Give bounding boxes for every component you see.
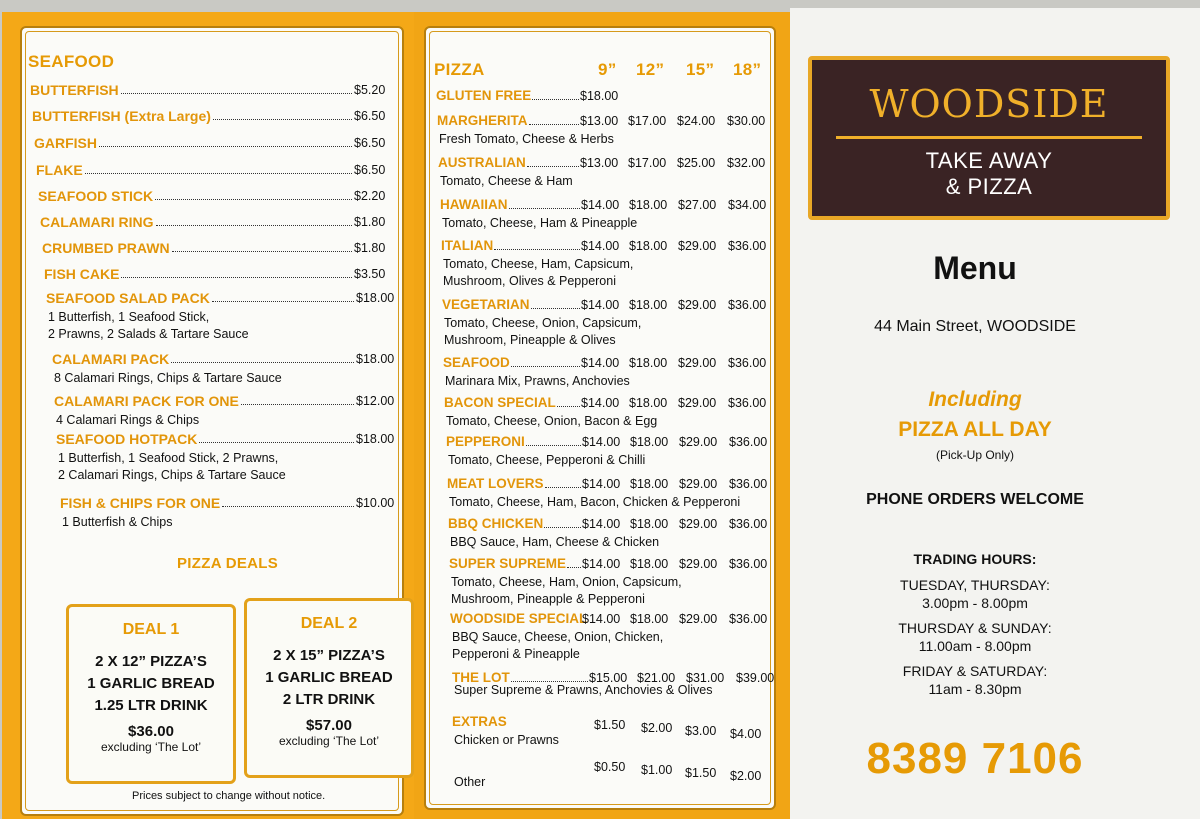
- seafood-item-name: GARFISH: [34, 135, 97, 151]
- seafood-item-desc: 1 Butterfish, 1 Seafood Stick,: [48, 310, 210, 324]
- pizza-item-price: $13.00: [580, 114, 619, 128]
- deal-box-1: [66, 604, 236, 784]
- pizza-item-price: $14.00: [582, 517, 621, 531]
- including-label: Including: [928, 388, 1022, 411]
- seafood-item-desc: 1 Butterfish & Chips: [62, 515, 173, 529]
- seafood-item-name: CALAMARI PACK FOR ONE: [54, 393, 239, 409]
- leader-dots: [544, 518, 581, 528]
- seafood-item-price: $6.50: [354, 109, 386, 123]
- seafood-item-price: $18.00: [356, 432, 395, 446]
- pizza-item-price: $18.00: [629, 396, 668, 410]
- phone-number: 8389 7106: [866, 734, 1084, 783]
- seafood-item-name: BUTTERFISH: [30, 82, 119, 98]
- pizza-item-price: $13.00: [580, 156, 619, 170]
- pizza-item-price: $14.00: [581, 298, 620, 312]
- pizza-item-desc: Tomato, Cheese, Onion, Capsicum,: [444, 316, 642, 330]
- pizza-item-name: HAWAIIAN: [440, 197, 508, 212]
- pizza-item-price: $39.00: [736, 671, 775, 685]
- seafood-item-name: SEAFOOD HOTPACK: [56, 431, 198, 447]
- pizza-item-name: VEGETARIAN: [442, 297, 530, 312]
- pizza-item-price: $36.00: [729, 557, 768, 571]
- seafood-item-name: SEAFOOD STICK: [38, 188, 154, 204]
- leader-dots: [213, 110, 352, 120]
- deal-line: 2 LTR DRINK: [282, 691, 376, 708]
- pizza-all-day: PIZZA ALL DAY: [898, 418, 1052, 441]
- seafood-item-desc: 8 Calamari Rings, Chips & Tartare Sauce: [54, 371, 282, 385]
- pizza-item-price: $32.00: [727, 156, 766, 170]
- pizza-item-desc: Marinara Mix, Prawns, Anchovies: [445, 374, 630, 388]
- price-disclaimer: Prices subject to change without notice.: [132, 790, 326, 802]
- pizza-item-price: $14.00: [582, 435, 621, 449]
- pizza-item-price: $17.00: [628, 156, 667, 170]
- seafood-item-price: $18.00: [356, 291, 395, 305]
- woodside-logo: [808, 56, 1170, 220]
- deal-line: 1 GARLIC BREAD: [87, 675, 215, 692]
- seafood-item-price: $6.50: [354, 163, 386, 177]
- pizza-item-price: $18.00: [630, 435, 669, 449]
- extras-row-label: Other: [454, 775, 486, 789]
- pizza-item-price: $21.00: [637, 671, 676, 685]
- pizza-item-price: $15.00: [589, 671, 628, 685]
- deal-title: DEAL 1: [122, 621, 180, 638]
- pizza-item-name: BBQ CHICKEN: [448, 516, 544, 531]
- leader-dots: [156, 216, 352, 226]
- pizza-item-price: $18.00: [630, 557, 669, 571]
- trading-hours-days: FRIDAY & SATURDAY:: [902, 663, 1048, 679]
- leader-dots: [509, 199, 580, 209]
- pizza-item-desc: Fresh Tomato, Cheese & Herbs: [439, 132, 614, 146]
- seafood-item-desc: 2 Prawns, 2 Salads & Tartare Sauce: [48, 327, 249, 341]
- seafood-item-desc: 2 Calamari Rings, Chips & Tartare Sauce: [58, 468, 286, 482]
- pizza-item-desc: Tomato, Cheese, Ham, Onion, Capsicum,: [451, 575, 682, 589]
- pizza-item-name: AUSTRALIAN: [438, 155, 526, 170]
- pizza-item-name: GLUTEN FREE: [436, 88, 532, 103]
- extras-price: $2.00: [641, 721, 673, 735]
- pizza-item-desc: Tomato, Cheese & Ham: [440, 174, 573, 188]
- seafood-item-price: $6.50: [354, 136, 386, 150]
- seafood-item-name: BUTTERFISH (Extra Large): [32, 108, 211, 124]
- pizza-item-desc: Tomato, Cheese, Onion, Bacon & Egg: [446, 414, 658, 428]
- seafood-heading: SEAFOOD: [28, 52, 115, 71]
- pizza-item-price: $34.00: [728, 198, 767, 212]
- pizza-item-price: $18.00: [580, 89, 619, 103]
- pizza-item-price: $18.00: [630, 477, 669, 491]
- pizza-item-name: PEPPERONI: [446, 434, 525, 449]
- pizza-heading: PIZZA: [434, 60, 485, 79]
- phone-orders-welcome: PHONE ORDERS WELCOME: [866, 491, 1084, 508]
- deal-price: $57.00: [306, 717, 352, 734]
- leader-dots: [545, 478, 581, 488]
- menu-title: Menu: [933, 250, 1017, 286]
- seafood-item-name: CRUMBED PRAWN: [42, 240, 170, 256]
- pizza-item-price: $27.00: [678, 198, 717, 212]
- pizza-item-desc: Mushroom, Pineapple & Olives: [444, 333, 616, 347]
- pizza-item-desc: Tomato, Cheese, Ham, Bacon, Chicken & Pepperoni: [449, 495, 741, 509]
- leader-dots: [85, 164, 352, 174]
- pizza-item-desc: Tomato, Cheese, Ham & Pineapple: [442, 216, 638, 230]
- pizza-item-price: $17.00: [628, 114, 667, 128]
- leader-dots: [121, 84, 352, 94]
- pizza-item-name: SEAFOOD: [443, 355, 510, 370]
- trading-hours-time: 3.00pm - 8.00pm: [922, 595, 1028, 611]
- seafood-item-name: CALAMARI RING: [40, 214, 154, 230]
- pickup-only: (Pick-Up Only): [935, 448, 1014, 462]
- trading-hours-time: 11.00am - 8.00pm: [918, 638, 1032, 654]
- leader-dots: [567, 558, 581, 568]
- pizza-item-name: ITALIAN: [441, 238, 494, 253]
- logo-subtitle-1: TAKE AWAY: [925, 148, 1053, 173]
- leader-dots: [511, 672, 588, 682]
- leader-dots: [199, 433, 354, 443]
- logo-underline: [836, 136, 1142, 139]
- seafood-item-price: $5.20: [354, 83, 386, 97]
- pizza-item-price: $29.00: [679, 557, 718, 571]
- pizza-item-price: $14.00: [581, 396, 620, 410]
- trading-hours-heading: TRADING HOURS:: [913, 551, 1037, 567]
- pizza-size-label: 18”: [733, 60, 762, 79]
- pizza-item-price: $18.00: [629, 198, 668, 212]
- seafood-item-price: $3.50: [354, 267, 386, 281]
- seafood-item-desc: 1 Butterfish, 1 Seafood Stick, 2 Prawns,: [58, 451, 279, 465]
- seafood-item-price: $12.00: [356, 394, 395, 408]
- pizza-item-price: $36.00: [729, 435, 768, 449]
- pizza-item-price: $18.00: [629, 239, 668, 253]
- pizza-item-desc: BBQ Sauce, Ham, Cheese & Chicken: [450, 535, 660, 549]
- leader-dots: [171, 353, 354, 363]
- seafood-item-name: CALAMARI PACK: [52, 351, 170, 367]
- extras-price: $1.00: [641, 763, 673, 777]
- extras-price: $0.50: [594, 760, 626, 774]
- leader-dots: [494, 240, 580, 250]
- deal-line: 2 X 15” PIZZA’S: [273, 647, 385, 664]
- pizza-item-price: $24.00: [677, 114, 716, 128]
- leader-dots: [526, 436, 581, 446]
- leader-dots: [172, 242, 352, 252]
- leader-dots: [155, 190, 352, 200]
- pizza-item-price: $14.00: [581, 239, 620, 253]
- pizza-item-price: $29.00: [679, 435, 718, 449]
- pizza-item-price: $29.00: [678, 396, 717, 410]
- pizza-item-name: MARGHERITA: [437, 113, 528, 128]
- pizza-item-desc: Tomato, Cheese, Ham, Capsicum,: [443, 257, 634, 271]
- pizza-deals-heading: PIZZA DEALS: [177, 555, 279, 572]
- seafood-item-price: $2.20: [354, 189, 386, 203]
- pizza-item-price: $29.00: [678, 356, 717, 370]
- pizza-size-label: 12”: [636, 60, 665, 79]
- extras-price: $1.50: [594, 718, 626, 732]
- seafood-item-name: FISH & CHIPS FOR ONE: [60, 495, 221, 511]
- trading-hours-time: 11am - 8.30pm: [928, 681, 1022, 697]
- seafood-item-price: $10.00: [356, 496, 395, 510]
- leader-dots: [99, 137, 352, 147]
- seafood-item-name: FLAKE: [36, 162, 83, 178]
- leader-dots: [527, 157, 579, 167]
- logo-title: WOODSIDE: [869, 82, 1109, 126]
- pizza-item-price: $14.00: [582, 477, 621, 491]
- deal-line: 1.25 LTR DRINK: [94, 697, 208, 714]
- deal-price: $36.00: [128, 723, 174, 740]
- seafood-item-price: $1.80: [354, 241, 386, 255]
- seafood-item-name: SEAFOOD SALAD PACK: [46, 290, 210, 306]
- pizza-item-price: $29.00: [679, 517, 718, 531]
- leader-dots: [531, 299, 580, 309]
- pizza-item-price: $36.00: [729, 517, 768, 531]
- deal-note: excluding ‘The Lot’: [100, 740, 202, 754]
- pizza-item-name: THE LOT: [452, 670, 510, 685]
- pizza-item-desc: Super Supreme & Prawns, Anchovies & Olives: [454, 683, 713, 697]
- deal-box-2: [244, 598, 414, 778]
- pizza-item-name: BACON SPECIAL: [444, 395, 556, 410]
- leader-dots: [222, 497, 354, 507]
- leader-dots: [212, 292, 354, 302]
- leader-dots: [511, 357, 580, 367]
- extras-row-label: Chicken or Prawns: [454, 733, 559, 747]
- pizza-item-desc: Tomato, Cheese, Pepperoni & Chilli: [448, 453, 646, 467]
- pizza-item-price: $30.00: [727, 114, 766, 128]
- pizza-item-price: $31.00: [686, 671, 725, 685]
- seafood-item-name: FISH CAKE: [44, 266, 120, 282]
- trading-hours-days: TUESDAY, THURSDAY:: [900, 577, 1050, 593]
- pizza-item-price: $18.00: [629, 356, 668, 370]
- leader-dots: [557, 397, 580, 407]
- pizza-item-desc: Pepperoni & Pineapple: [452, 647, 580, 661]
- pizza-item-desc: Mushroom, Pineapple & Pepperoni: [451, 592, 645, 606]
- leader-dots: [121, 268, 352, 278]
- pizza-item-price: $36.00: [728, 356, 767, 370]
- pizza-item-price: $29.00: [678, 298, 717, 312]
- pizza-item-price: $36.00: [728, 298, 767, 312]
- pizza-size-label: 9”: [598, 60, 617, 79]
- deal-line: 1 GARLIC BREAD: [265, 669, 393, 686]
- pizza-item-price: $14.00: [582, 557, 621, 571]
- leader-dots: [241, 395, 354, 405]
- deal-line: 2 X 12” PIZZA’S: [95, 653, 207, 670]
- pizza-item-price: $14.00: [582, 612, 621, 626]
- deal-note: excluding ‘The Lot’: [278, 734, 380, 748]
- pizza-item-price: $14.00: [581, 198, 620, 212]
- pizza-item-price: $36.00: [728, 239, 767, 253]
- pizza-item-name: WOODSIDE SPECIAL: [450, 611, 588, 626]
- address: 44 Main Street, WOODSIDE: [874, 318, 1076, 335]
- pizza-item-price: $29.00: [679, 612, 718, 626]
- extras-price: $4.00: [730, 727, 762, 741]
- leader-dots: [529, 115, 579, 125]
- seafood-item-price: $1.80: [354, 215, 386, 229]
- seafood-item-desc: 4 Calamari Rings & Chips: [56, 413, 200, 427]
- trading-hours-days: THURSDAY & SUNDAY:: [898, 620, 1052, 636]
- extras-price: $3.00: [685, 724, 717, 738]
- pizza-size-label: 15”: [686, 60, 715, 79]
- pizza-item-price: $25.00: [677, 156, 716, 170]
- pizza-item-price: $18.00: [629, 298, 668, 312]
- seafood-item-price: $18.00: [356, 352, 395, 366]
- pizza-item-name: SUPER SUPREME: [449, 556, 567, 571]
- pizza-item-price: $36.00: [728, 396, 767, 410]
- deal-title: DEAL 2: [300, 615, 358, 632]
- pizza-item-price: $36.00: [729, 477, 768, 491]
- pizza-item-price: $29.00: [678, 239, 717, 253]
- logo-subtitle-2: & PIZZA: [945, 174, 1033, 199]
- extras-heading: EXTRAS: [452, 714, 507, 729]
- pizza-item-price: $14.00: [581, 356, 620, 370]
- pizza-item-name: MEAT LOVERS: [447, 476, 544, 491]
- pizza-item-price: $29.00: [679, 477, 718, 491]
- extras-price: $2.00: [730, 769, 762, 783]
- pizza-item-desc: BBQ Sauce, Cheese, Onion, Chicken,: [452, 630, 664, 644]
- pizza-item-desc: Mushroom, Olives & Pepperoni: [443, 274, 616, 288]
- pizza-item-price: $18.00: [630, 517, 669, 531]
- extras-price: $1.50: [685, 766, 717, 780]
- pizza-item-price: $36.00: [729, 612, 768, 626]
- leader-dots: [532, 90, 579, 100]
- pizza-item-price: $18.00: [630, 612, 669, 626]
